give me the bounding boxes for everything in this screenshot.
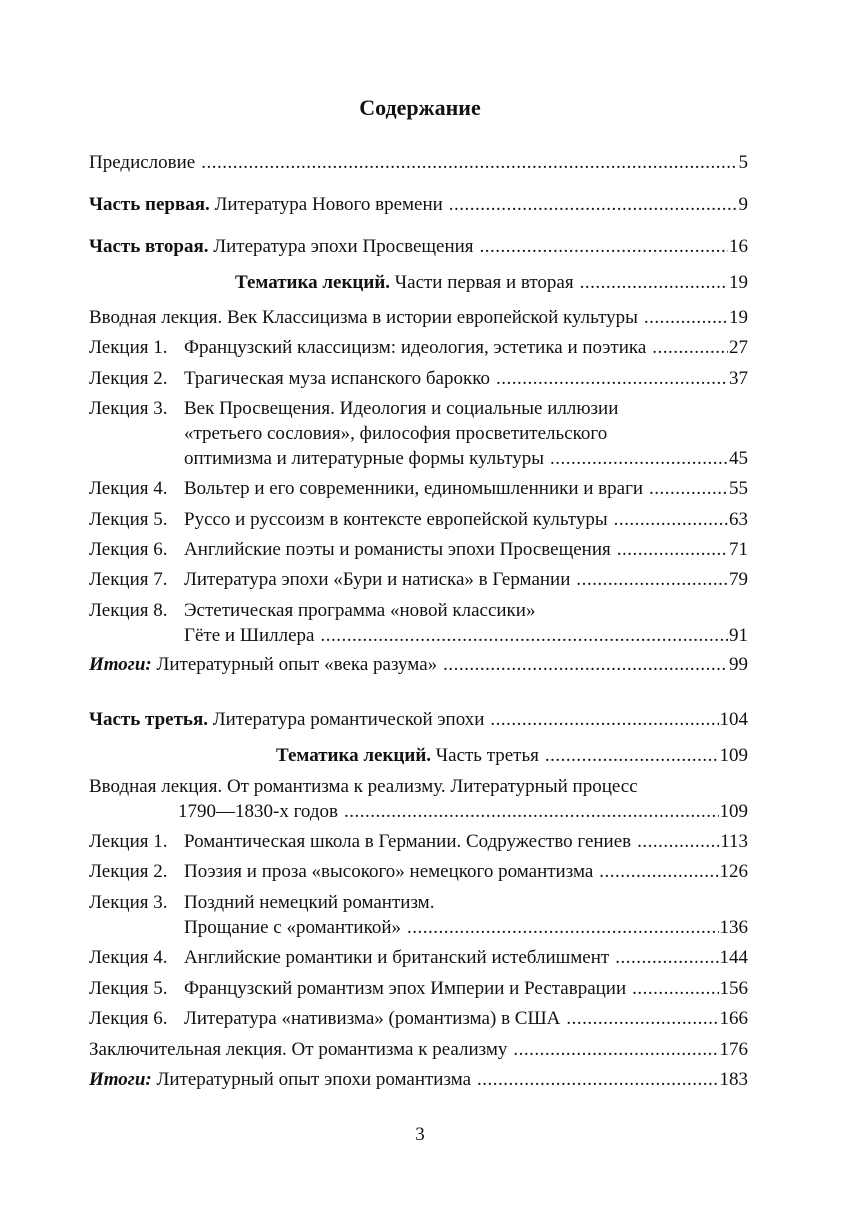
dot-leader [545, 743, 719, 768]
page-title: Содержание [359, 95, 481, 120]
entry-text: Вольтер и его современники, единомышленники и враги [184, 478, 644, 499]
lecture-label: Лекция 4. [89, 478, 168, 499]
dot-leader [649, 476, 728, 501]
page-ref: 109 [719, 745, 748, 766]
entry-text: Поэзия и проза «высокого» немецкого романтизма [184, 861, 594, 882]
entry-label: Тематика лекций. [235, 272, 391, 293]
entry-text: Английские романтики и британский истеблишмент [184, 947, 610, 968]
dot-leader [321, 623, 729, 648]
dot-leader [477, 1067, 718, 1092]
toc-entry-lecture[interactable] [89, 396, 748, 471]
lecture-label: Лекция 2. [89, 861, 168, 882]
toc-entry-lecture[interactable] [89, 335, 748, 360]
entry-text: Литературный опыт эпохи романтизма [156, 1069, 472, 1090]
toc-entry-lecture[interactable] [89, 945, 748, 970]
dot-leader [599, 859, 718, 884]
page-ref: 91 [729, 625, 748, 646]
page-ref: 16 [729, 236, 748, 257]
dot-leader [617, 537, 728, 562]
page-ref: 99 [729, 654, 748, 675]
entry-text-line: оптимизма и литературные формы культуры [184, 448, 544, 469]
entry-text-line: Поздний немецкий романтизм. [184, 892, 435, 913]
dot-leader [652, 335, 728, 360]
page-ref: 104 [719, 709, 748, 730]
lecture-label: Лекция 1. [89, 337, 168, 358]
toc-entry-summary[interactable] [89, 1067, 748, 1092]
dot-leader [614, 507, 728, 532]
entry-text: Английские поэты и романисты эпохи Просвещения [184, 539, 611, 560]
page-ref: 45 [729, 448, 748, 469]
toc-entry-intro-lecture[interactable] [89, 305, 748, 330]
entry-text: Руссо и руссоизм в контексте европейской культуры [184, 509, 608, 530]
toc-entry-lecture[interactable] [89, 1006, 748, 1031]
page-ref: 5 [738, 152, 748, 173]
entry-text-line: Век Просвещения. Идеология и социальные иллюзии [184, 398, 619, 419]
entry-text-line: Гёте и Шиллера [184, 625, 315, 646]
toc-entry-preface[interactable] [89, 150, 748, 175]
page-number: 3 [415, 1124, 425, 1145]
toc-entry-lecture[interactable] [89, 366, 748, 391]
dot-leader [201, 150, 737, 175]
entry-text-line: «третьего сословия», философия просветительского [184, 423, 608, 444]
entry-text-line: Эстетическая программа «новой классики» [184, 600, 536, 621]
entry-label: Часть вторая. [89, 236, 209, 257]
lecture-label: Лекция 5. [89, 978, 168, 999]
lecture-label: Лекция 4. [89, 947, 168, 968]
lecture-label: Лекция 5. [89, 509, 168, 530]
entry-label: Итоги: [89, 654, 152, 675]
page-ref: 79 [729, 569, 748, 590]
page-ref: 19 [729, 307, 748, 328]
lecture-label: Лекция 3. [89, 892, 168, 913]
entry-text: Французский классицизм: идеология, эстетика и поэтика [184, 337, 647, 358]
toc-entry-lecture[interactable] [89, 976, 748, 1001]
entry-text: Французский романтизм эпох Империи и Реставрации [184, 978, 627, 999]
toc-entry-lecture[interactable] [89, 567, 748, 592]
page-ref: 27 [729, 337, 748, 358]
page-ref: 63 [729, 509, 748, 530]
dot-leader [490, 707, 718, 732]
entry-text: Романтическая школа в Германии. Содружество гениев [184, 831, 632, 852]
page-ref: 55 [729, 478, 748, 499]
toc-entry-closing-lecture[interactable] [89, 1037, 748, 1062]
dot-leader [576, 567, 728, 592]
entry-text: Части первая и вторая [394, 272, 574, 293]
page-ref: 9 [738, 194, 748, 215]
page-ref: 136 [719, 917, 748, 938]
entry-text-line: Вводная лекция. От романтизма к реализму. Литературный процесс [89, 776, 638, 797]
page-ref: 183 [719, 1069, 748, 1090]
page-ref: 126 [719, 861, 748, 882]
entry-text: Вводная лекция. Век Классицизма в истории европейской культуры [89, 307, 638, 328]
entry-label: Итоги: [89, 1069, 152, 1090]
page-ref: 109 [719, 801, 748, 822]
page-ref: 71 [729, 539, 748, 560]
toc-entry-lecture[interactable] [89, 859, 748, 884]
toc-entry-part-3[interactable] [89, 707, 748, 732]
page-ref: 37 [729, 368, 748, 389]
toc-entry-lecture[interactable] [89, 476, 748, 501]
entry-text: Предисловие [89, 152, 196, 173]
entry-text: Литература «нативизма» (романтизма) в США [184, 1008, 561, 1029]
dot-leader [615, 945, 718, 970]
toc-entry-lecture[interactable] [89, 890, 748, 940]
dot-leader [513, 1037, 718, 1062]
page-ref: 166 [719, 1008, 748, 1029]
toc-entry-topics-1-2[interactable] [235, 270, 748, 295]
page-ref: 144 [719, 947, 748, 968]
lecture-label: Лекция 1. [89, 831, 168, 852]
toc-entry-lecture[interactable] [89, 507, 748, 532]
dot-leader [550, 446, 728, 471]
lecture-label: Лекция 6. [89, 539, 168, 560]
entry-text: Трагическая муза испанского барокко [184, 368, 490, 389]
dot-leader [344, 799, 719, 824]
toc-entry-part-1[interactable] [89, 192, 748, 217]
entry-text-line: 1790—1830-х годов [178, 801, 338, 822]
lecture-label: Лекция 7. [89, 569, 168, 590]
entry-label: Часть первая. [89, 194, 210, 215]
entry-text: Заключительная лекция. От романтизма к реализму [89, 1039, 508, 1060]
dot-leader [637, 829, 719, 854]
entry-text: Литература эпохи Просвещения [213, 236, 474, 257]
page-ref: 19 [729, 272, 748, 293]
toc-entry-lecture[interactable] [89, 537, 748, 562]
dot-leader [480, 234, 728, 259]
lecture-label: Лекция 2. [89, 368, 168, 389]
lecture-label: Лекция 3. [89, 398, 168, 419]
lecture-label: Лекция 6. [89, 1008, 168, 1029]
entry-text: Часть третья [435, 745, 539, 766]
entry-text: Литературный опыт «века разума» [156, 654, 438, 675]
toc-entry-intro-lecture-3[interactable] [89, 774, 748, 824]
dot-leader [407, 915, 718, 940]
page-ref: 113 [720, 831, 748, 852]
entry-text: Литература Нового времени [214, 194, 443, 215]
lecture-label: Лекция 8. [89, 600, 168, 621]
toc-entry-part-2[interactable] [89, 234, 748, 259]
entry-text: Литература эпохи «Бури и натиска» в Германии [184, 569, 571, 590]
entry-label: Тематика лекций. [276, 745, 432, 766]
entry-label: Часть третья. [89, 709, 208, 730]
entry-text: Литература романтической эпохи [212, 709, 485, 730]
toc-entry-lecture[interactable] [89, 598, 748, 648]
dot-leader [644, 305, 728, 330]
dot-leader [580, 270, 728, 295]
dot-leader [566, 1006, 718, 1031]
dot-leader [443, 652, 728, 677]
toc-entry-lecture[interactable] [89, 829, 748, 854]
dot-leader [496, 366, 728, 391]
toc-entry-summary[interactable] [89, 652, 748, 677]
page-ref: 156 [719, 978, 748, 999]
toc-entry-topics-3[interactable] [276, 743, 748, 768]
page-ref: 176 [719, 1039, 748, 1060]
dot-leader [632, 976, 718, 1001]
entry-text-line: Прощание с «романтикой» [184, 917, 402, 938]
dot-leader [449, 192, 738, 217]
